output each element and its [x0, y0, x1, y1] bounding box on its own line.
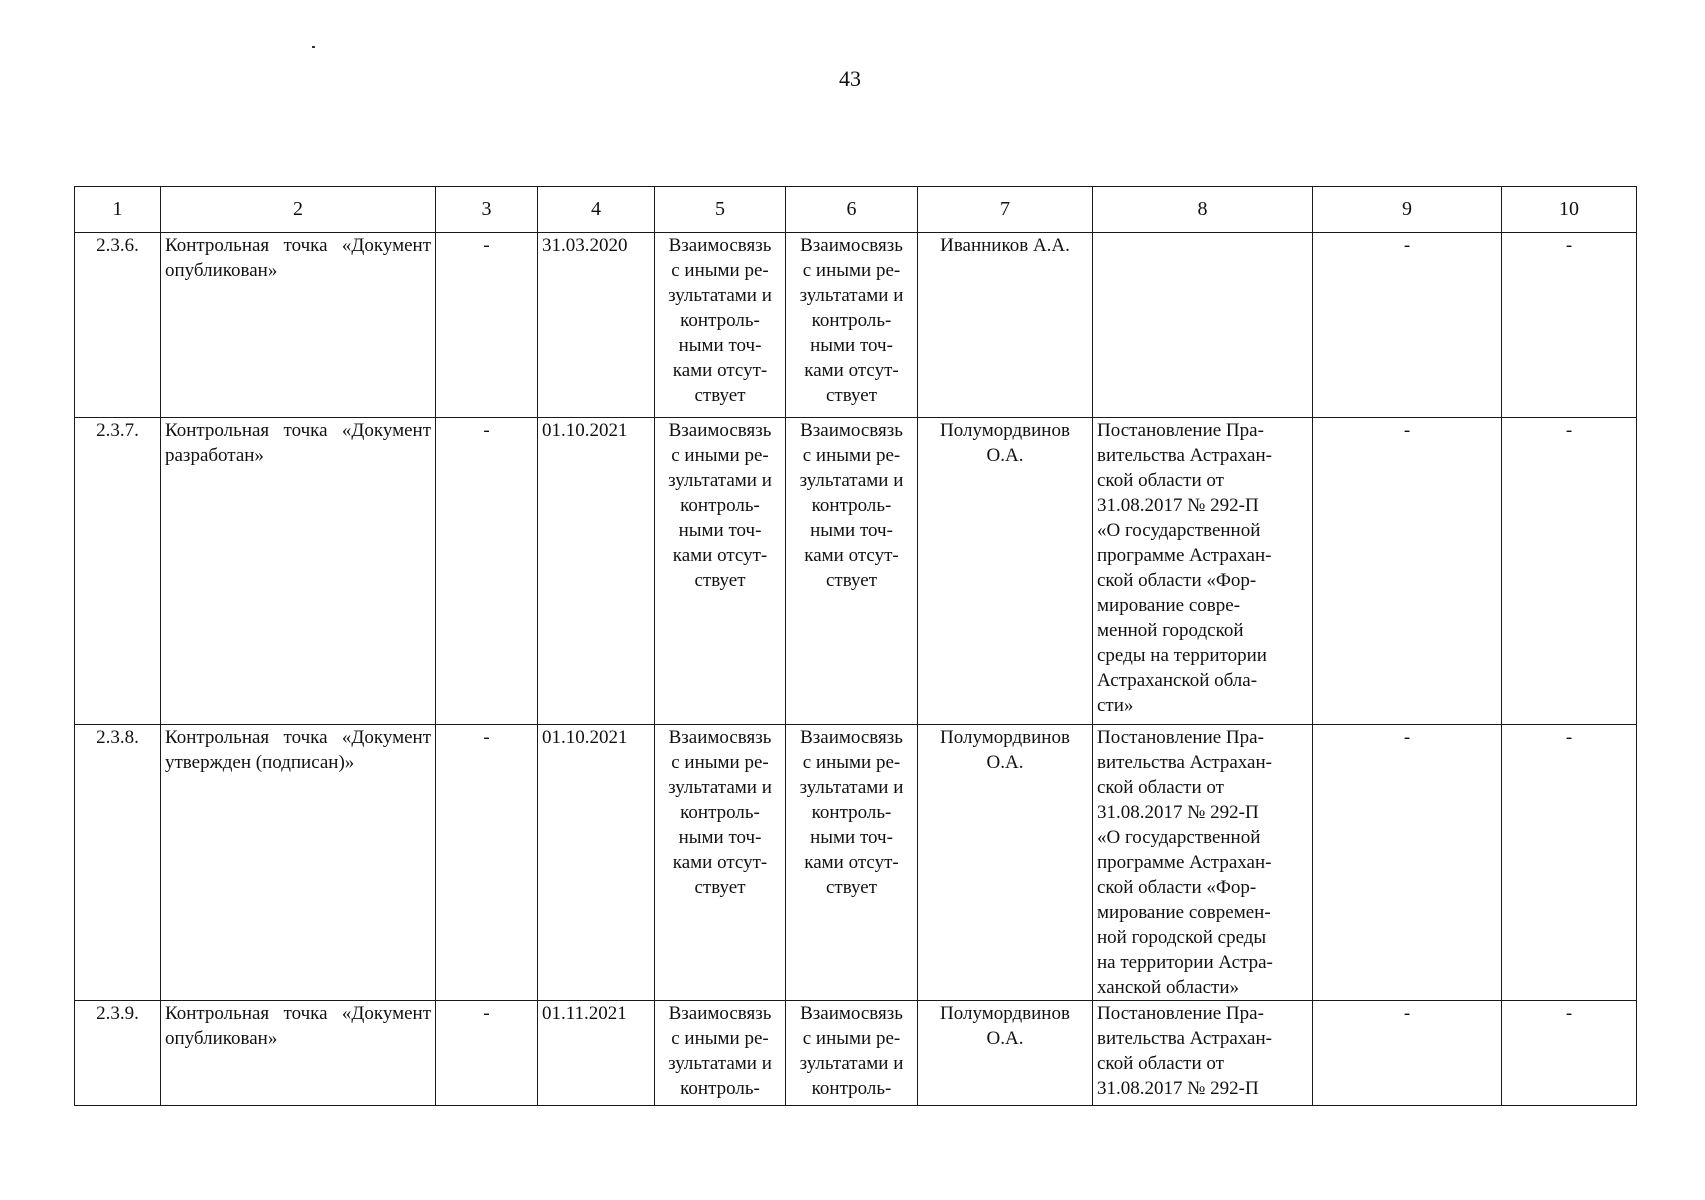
- text-line: ками отсут-: [672, 545, 768, 566]
- text-line: ками отсут-: [672, 360, 768, 381]
- text-line: ными точ-: [810, 335, 893, 356]
- text-line: сти»: [1097, 695, 1134, 716]
- text-line: ными точ-: [810, 827, 893, 848]
- relation-col6: [786, 233, 918, 418]
- text-line: ствует: [825, 570, 878, 591]
- col9-value: -: [1313, 1001, 1502, 1106]
- col3-value: -: [436, 233, 538, 418]
- header-cell: 3: [436, 187, 538, 233]
- text-line: контроль-: [811, 802, 892, 823]
- item-name: Контрольная точка «Документ опубликован»: [161, 1001, 436, 1106]
- text-line: Постановление Пра-: [1097, 1003, 1264, 1024]
- text-line: ской области от: [1097, 777, 1224, 798]
- text-line: ными точ-: [678, 335, 762, 356]
- text-line: программе Астрахан-: [1097, 852, 1272, 873]
- text-line: ской области от: [1097, 470, 1224, 491]
- item-name: Контрольная точка «Документ опубликован»: [161, 233, 436, 418]
- deadline-date: 01.10.2021: [538, 725, 655, 1001]
- text-line: с иными ре-: [802, 1028, 901, 1049]
- text-line: ствует: [694, 877, 746, 898]
- text-line: на территории Астра-: [1097, 952, 1273, 973]
- col3-value: -: [436, 725, 538, 1001]
- text-line: мирование современ-: [1097, 902, 1271, 923]
- text-line: с иными ре-: [802, 752, 901, 773]
- item-name: Контрольная точка «Документ разработан»: [161, 418, 436, 725]
- text-line: 31.08.2017 № 292-П: [1097, 802, 1259, 823]
- text-line: Астраханской обла-: [1097, 670, 1258, 691]
- text-line: ными точ-: [678, 827, 762, 848]
- text-line: зультатами и: [668, 1053, 772, 1074]
- text-line: менной городской: [1097, 620, 1244, 641]
- text-line: Взаимосвязь: [800, 727, 903, 748]
- text-line: Постановление Пра-: [1097, 420, 1264, 441]
- col3-value: -: [436, 1001, 538, 1106]
- text-line: программе Астрахан-: [1097, 545, 1272, 566]
- text-line: зультатами и: [799, 285, 904, 306]
- plan-table: [74, 186, 1637, 1106]
- text-line: Взаимосвязь: [668, 235, 772, 256]
- header-cell: 5: [655, 187, 786, 233]
- header-cell: 6: [786, 187, 918, 233]
- text-line: Взаимосвязь: [800, 235, 903, 256]
- scan-speck: [312, 46, 315, 48]
- header-cell: 9: [1313, 187, 1502, 233]
- col10-value: -: [1502, 418, 1637, 725]
- text-line: с иными ре-: [671, 260, 769, 281]
- responsible-person: Полумордвинов О.А.: [918, 1001, 1093, 1106]
- text-line: ской области от: [1097, 1053, 1224, 1074]
- text-line: зультатами и: [668, 777, 772, 798]
- text-line: зультатами и: [668, 285, 772, 306]
- text-line: с иными ре-: [802, 445, 901, 466]
- item-number: 2.3.7.: [75, 418, 161, 725]
- deadline-date: 01.10.2021: [538, 418, 655, 725]
- relation-col6: [786, 725, 918, 1001]
- text-line: ками отсут-: [804, 360, 899, 381]
- header-cell: 7: [918, 187, 1093, 233]
- text-line: контроль-: [680, 1078, 760, 1099]
- relation-col5: [655, 418, 786, 725]
- text-line: Взаимосвязь: [800, 1003, 903, 1024]
- header-cell: 8: [1093, 187, 1313, 233]
- text-line: вительства Астрахан-: [1097, 1028, 1272, 1049]
- responsible-person: Полумордвинов О.А.: [918, 418, 1093, 725]
- header-cell: 1: [75, 187, 161, 233]
- text-line: контроль-: [680, 495, 760, 516]
- table-row: [75, 1001, 1637, 1106]
- responsible-person: Полумордвинов О.А.: [918, 725, 1093, 1001]
- header-row: [75, 187, 1637, 233]
- col9-value: -: [1313, 725, 1502, 1001]
- text-line: Взаимосвязь: [800, 420, 903, 441]
- item-number: 2.3.8.: [75, 725, 161, 1001]
- text-line: среды на территории: [1097, 645, 1267, 666]
- col9-value: -: [1313, 233, 1502, 418]
- header-cell: 2: [161, 187, 436, 233]
- text-line: ствует: [825, 385, 878, 406]
- text-line: 31.08.2017 № 292-П: [1097, 495, 1259, 516]
- text-line: ствует: [694, 570, 746, 591]
- text-line: «О государственной: [1097, 520, 1261, 541]
- text-line: с иными ре-: [671, 1028, 769, 1049]
- item-number: 2.3.6.: [75, 233, 161, 418]
- deadline-date: 31.03.2020: [538, 233, 655, 418]
- text-line: с иными ре-: [802, 260, 901, 281]
- relation-col6: [786, 418, 918, 725]
- document-reference: [1093, 418, 1313, 725]
- text-line: Взаимосвязь: [668, 420, 772, 441]
- header-cell: 10: [1502, 187, 1637, 233]
- text-line: ными точ-: [678, 520, 762, 541]
- text-line: зультатами и: [799, 1053, 904, 1074]
- text-line: ствует: [694, 385, 746, 406]
- col10-value: -: [1502, 725, 1637, 1001]
- text-line: вительства Астрахан-: [1097, 752, 1272, 773]
- col10-value: -: [1502, 233, 1637, 418]
- text-line: Постановление Пра-: [1097, 727, 1264, 748]
- text-line: Взаимосвязь: [668, 1003, 772, 1024]
- text-line: контроль-: [811, 310, 892, 331]
- text-line: ской области «Фор-: [1097, 877, 1257, 898]
- text-line: ками отсут-: [804, 545, 899, 566]
- text-line: зультатами и: [799, 470, 904, 491]
- col3-value: -: [436, 418, 538, 725]
- text-line: 31.08.2017 № 292-П: [1097, 1078, 1259, 1099]
- text-line: ками отсут-: [672, 852, 768, 873]
- relation-col6: [786, 1001, 918, 1106]
- text-line: ской области «Фор-: [1097, 570, 1257, 591]
- relation-col5: [655, 725, 786, 1001]
- text-line: с иными ре-: [671, 445, 769, 466]
- text-line: с иными ре-: [671, 752, 769, 773]
- text-line: зультатами и: [668, 470, 772, 491]
- text-line: ками отсут-: [804, 852, 899, 873]
- responsible-person: Иванников А.А.: [918, 233, 1093, 418]
- text-line: «О государственной: [1097, 827, 1261, 848]
- document-reference: [1093, 233, 1313, 418]
- header-cell: 4: [538, 187, 655, 233]
- text-line: мирование совре-: [1097, 595, 1241, 616]
- item-number: 2.3.9.: [75, 1001, 161, 1106]
- table-row: [75, 233, 1637, 418]
- deadline-date: 01.11.2021: [538, 1001, 655, 1106]
- text-line: зультатами и: [799, 777, 904, 798]
- text-line: контроль-: [680, 310, 760, 331]
- item-name: Контрольная точка «Документ утвержден (подписан)»: [161, 725, 436, 1001]
- text-line: ными точ-: [810, 520, 893, 541]
- text-line: ханской области»: [1097, 977, 1239, 998]
- page-number: 43: [839, 66, 861, 91]
- text-line: ной городской среды: [1097, 927, 1267, 948]
- text-line: Взаимосвязь: [668, 727, 772, 748]
- text-line: вительства Астрахан-: [1097, 445, 1272, 466]
- text-line: контроль-: [680, 802, 760, 823]
- document-reference: [1093, 1001, 1313, 1106]
- relation-col5: [655, 233, 786, 418]
- text-line: ствует: [825, 877, 878, 898]
- table-row: [75, 418, 1637, 725]
- relation-col5: [655, 1001, 786, 1106]
- col10-value: -: [1502, 1001, 1637, 1106]
- col9-value: -: [1313, 418, 1502, 725]
- table-row: [75, 725, 1637, 1001]
- text-line: контроль-: [811, 495, 892, 516]
- document-reference: [1093, 725, 1313, 1001]
- text-line: контроль-: [811, 1078, 892, 1099]
